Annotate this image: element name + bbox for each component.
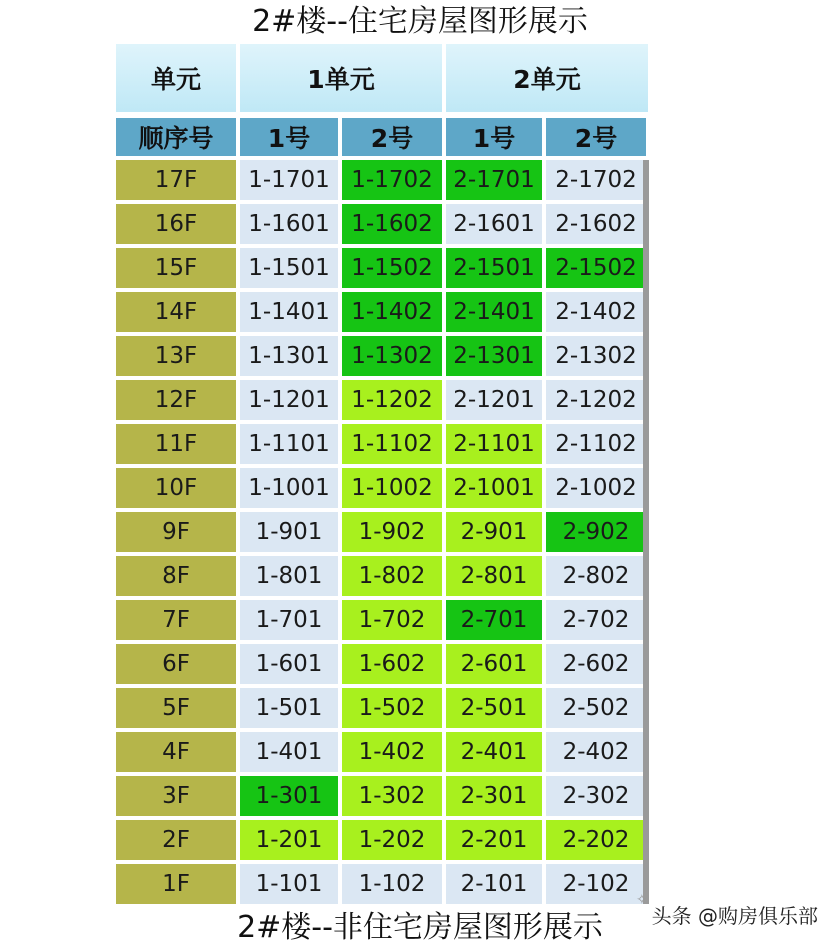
header-unit2: 2单元 [446,44,648,112]
floor-label: 12F [116,380,236,420]
room-cell[interactable]: 1-801 [240,556,338,596]
floor-label: 7F [116,600,236,640]
floor-label: 15F [116,248,236,288]
header-unit-label: 单元 [116,44,236,112]
floor-label: 4F [116,732,236,772]
room-cell[interactable]: 1-1202 [342,380,442,420]
scrollbar [643,160,649,904]
room-cell[interactable]: 1-1001 [240,468,338,508]
header-col-3: 1号 [446,118,542,156]
room-cell[interactable]: 1-1601 [240,204,338,244]
room-cell[interactable]: 2-402 [546,732,646,772]
room-cell[interactable]: 1-501 [240,688,338,728]
room-cell[interactable]: 2-302 [546,776,646,816]
room-cell[interactable]: 2-401 [446,732,542,772]
room-cell[interactable]: 2-1501 [446,248,542,288]
floor-label: 6F [116,644,236,684]
watermark: 头条 @购房俱乐部 [651,904,818,928]
room-cell[interactable]: 2-1002 [546,468,646,508]
room-cell[interactable]: 1-1002 [342,468,442,508]
room-cell[interactable]: 2-1702 [546,160,646,200]
floor-label: 14F [116,292,236,332]
room-cell[interactable]: 2-1602 [546,204,646,244]
room-cell[interactable]: 1-402 [342,732,442,772]
room-cell[interactable]: 1-802 [342,556,442,596]
room-cell[interactable]: 1-1502 [342,248,442,288]
room-cell[interactable]: 2-1101 [446,424,542,464]
room-cell[interactable]: 1-302 [342,776,442,816]
floor-label: 16F [116,204,236,244]
room-cell[interactable]: 1-102 [342,864,442,904]
room-cell[interactable]: 2-202 [546,820,646,860]
floor-label: 10F [116,468,236,508]
room-cell[interactable]: 1-1702 [342,160,442,200]
room-cell[interactable]: 1-602 [342,644,442,684]
room-cell[interactable]: 1-202 [342,820,442,860]
floor-label: 2F [116,820,236,860]
room-cell[interactable]: 1-1402 [342,292,442,332]
floor-label: 8F [116,556,236,596]
room-cell[interactable]: 1-101 [240,864,338,904]
room-cell[interactable]: 1-1301 [240,336,338,376]
header-col-2: 2号 [342,118,442,156]
room-cell[interactable]: 2-802 [546,556,646,596]
room-cell[interactable]: 1-1401 [240,292,338,332]
room-cell[interactable]: 1-502 [342,688,442,728]
room-cell[interactable]: 2-801 [446,556,542,596]
room-cell[interactable]: 2-601 [446,644,542,684]
floor-label: 11F [116,424,236,464]
header-seq-label: 顺序号 [116,118,236,156]
room-cell[interactable]: 2-301 [446,776,542,816]
room-cell[interactable]: 2-1202 [546,380,646,420]
room-cell[interactable]: 1-301 [240,776,338,816]
room-cell[interactable]: 2-201 [446,820,542,860]
room-cell[interactable]: 2-602 [546,644,646,684]
room-cell[interactable]: 1-1701 [240,160,338,200]
room-cell[interactable]: 2-1201 [446,380,542,420]
header-col-4: 2号 [546,118,646,156]
section-title-non-residential: 2#楼--非住宅房屋图形展示 [237,910,603,945]
room-cell[interactable]: 2-1301 [446,336,542,376]
room-cell[interactable]: 2-1701 [446,160,542,200]
floor-label: 9F [116,512,236,552]
watermark-icon: ✧ [636,892,648,908]
room-cell[interactable]: 2-502 [546,688,646,728]
room-cell[interactable]: 1-901 [240,512,338,552]
room-cell[interactable]: 2-901 [446,512,542,552]
room-cell[interactable]: 2-1402 [546,292,646,332]
floor-label: 3F [116,776,236,816]
floor-label: 13F [116,336,236,376]
room-cell[interactable]: 1-1501 [240,248,338,288]
room-cell[interactable]: 2-1302 [546,336,646,376]
room-cell[interactable]: 1-701 [240,600,338,640]
room-cell[interactable]: 1-1102 [342,424,442,464]
room-cell[interactable]: 2-1601 [446,204,542,244]
room-cell[interactable]: 2-1001 [446,468,542,508]
room-cell[interactable]: 1-1201 [240,380,338,420]
room-cell[interactable]: 1-902 [342,512,442,552]
room-cell[interactable]: 1-201 [240,820,338,860]
page-title: 2#楼--住宅房屋图形展示 [252,4,588,39]
room-cell[interactable]: 1-1101 [240,424,338,464]
room-cell[interactable]: 1-702 [342,600,442,640]
room-cell[interactable]: 2-1401 [446,292,542,332]
floor-label: 17F [116,160,236,200]
floor-label: 5F [116,688,236,728]
room-cell[interactable]: 2-1102 [546,424,646,464]
room-cell[interactable]: 1-1602 [342,204,442,244]
room-cell[interactable]: 2-701 [446,600,542,640]
room-cell[interactable]: 2-501 [446,688,542,728]
room-cell[interactable]: 1-601 [240,644,338,684]
room-cell[interactable]: 2-702 [546,600,646,640]
room-cell[interactable]: 2-101 [446,864,542,904]
room-cell[interactable]: 2-1502 [546,248,646,288]
room-cell[interactable]: 2-102 [546,864,646,904]
header-col-1: 1号 [240,118,338,156]
header-unit1: 1单元 [240,44,442,112]
floor-label: 1F [116,864,236,904]
room-cell[interactable]: 2-902 [546,512,646,552]
room-cell[interactable]: 1-401 [240,732,338,772]
room-cell[interactable]: 1-1302 [342,336,442,376]
